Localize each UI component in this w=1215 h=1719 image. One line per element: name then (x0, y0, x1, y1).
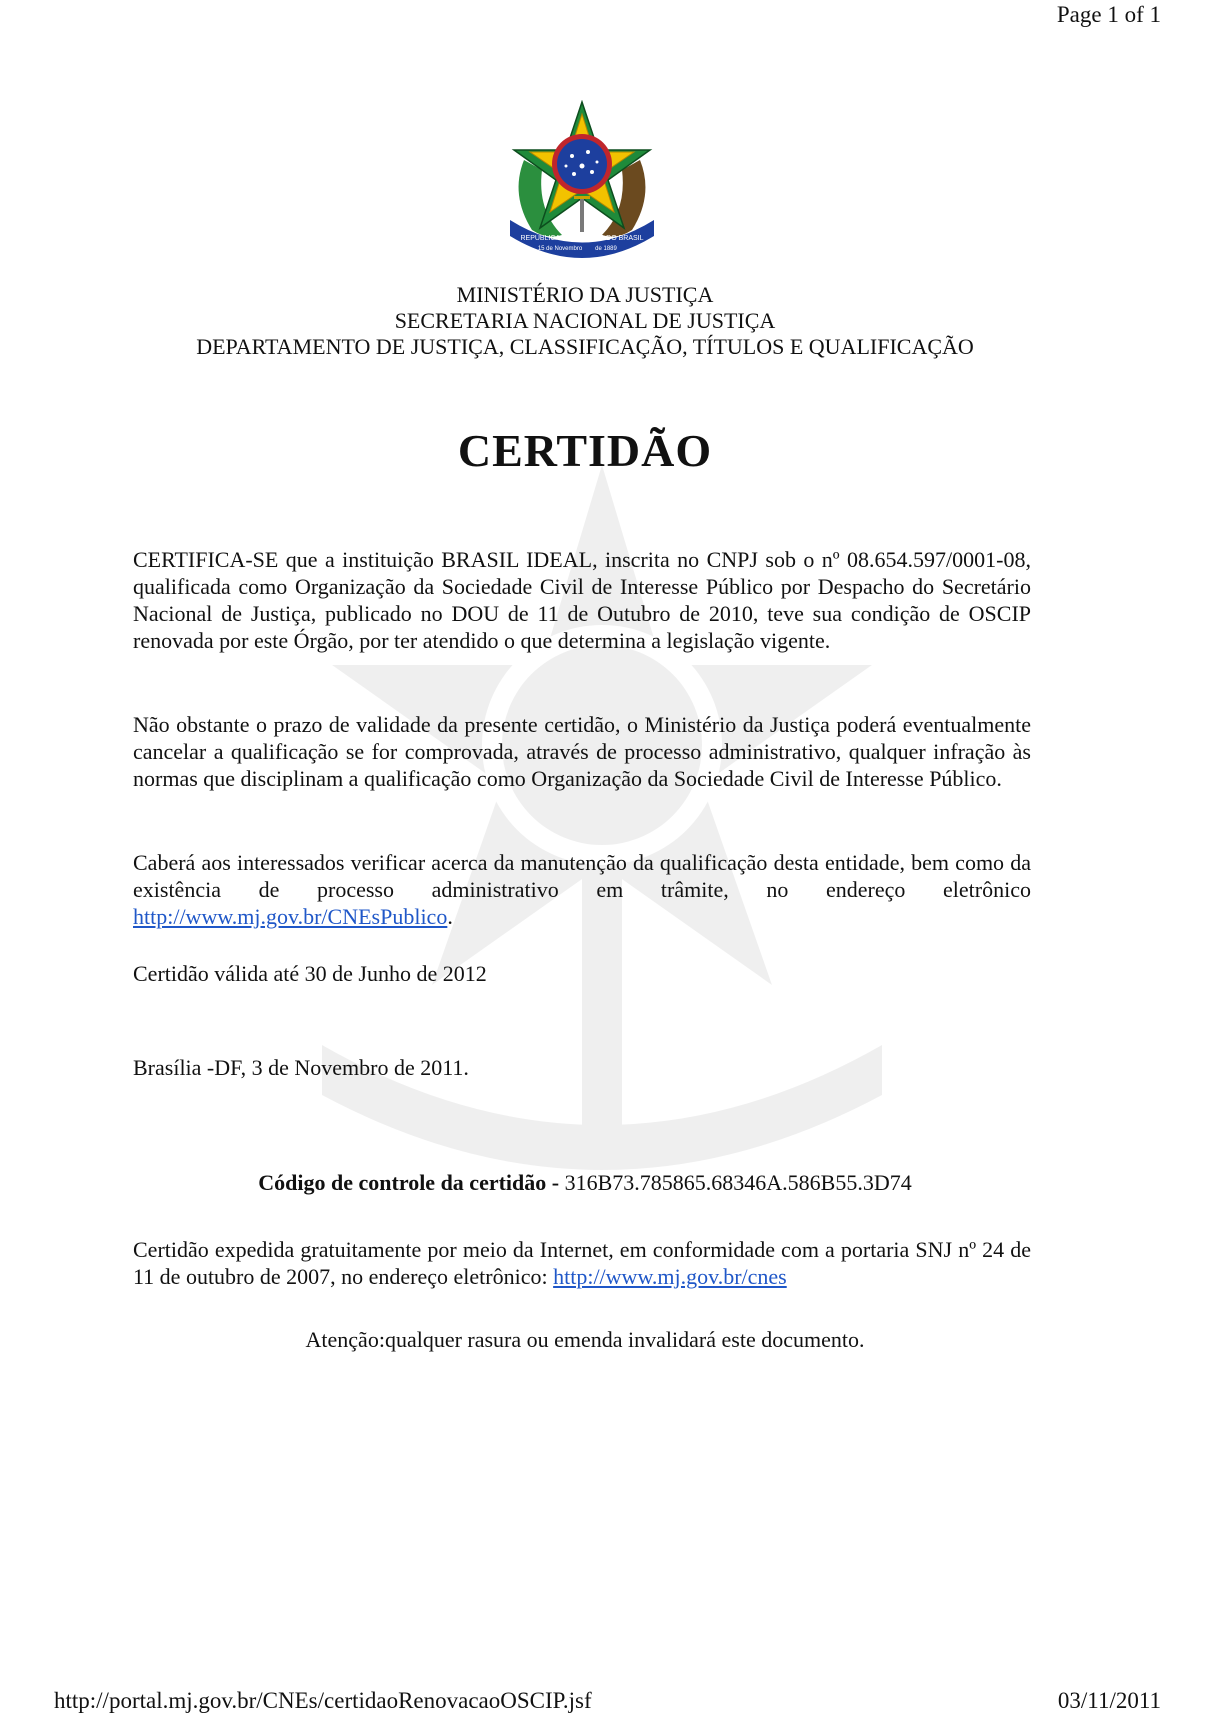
footer-date: 03/11/2011 (1057, 1688, 1161, 1713)
ministry-name: MINISTÉRIO DA JUSTIÇA (456, 282, 714, 307)
issuer-header (0, 282, 1170, 360)
control-code-line (0, 1170, 1170, 1196)
place-date-line: Brasília -DF, 3 de Novembro de 2011. (133, 1055, 469, 1080)
verification-suffix: . (447, 904, 453, 929)
cancellation-paragraph (133, 711, 1031, 792)
department-name: DEPARTAMENTO DE JUSTIÇA, CLASSIFICAÇÃO, TÍTULOS E QUALIFICAÇÃO (196, 334, 974, 359)
footer-url: http://portal.mj.gov.br/CNEs/certidaoRenovacaoOSCIP.jsf (54, 1688, 592, 1713)
control-code-label: Código de controle da certidão - (258, 1170, 565, 1195)
validity-line: Certidão válida até 30 de Junho de 2012 (133, 961, 487, 986)
issuance-paragraph (133, 1236, 1031, 1290)
svg-text:REPÚBLICA FEDERATIVA DO BRASIL: REPÚBLICA FEDERATIVA DO BRASIL (520, 235, 644, 242)
page-label: Page 1 of 1 (1056, 2, 1161, 27)
attention-notice: Atenção:qualquer rasura ou emenda invalidará este documento. (305, 1327, 865, 1352)
cnes-link[interactable]: http://www.mj.gov.br/cnes (553, 1264, 787, 1289)
issuance-block (133, 1236, 1031, 1290)
svg-text:de 1889: de 1889 (595, 246, 617, 252)
cancellation-text: Não obstante o prazo de validade da presente certidão, o Ministério da Justiça poderá eventualmente cancelar a qualificação se for comprovada, através de processo administrativo, qualquer infração às normas que disciplinam a qualificação como Organização da Sociedade Civil de Interesse Público. (133, 712, 1031, 791)
verification-paragraph (133, 849, 1031, 930)
control-code-value: 316B73.785865.68346A.586B55.3D74 (564, 1170, 912, 1195)
brazil-coat-of-arms-icon (502, 100, 662, 262)
issuance-text: Certidão expedida gratuitamente por meio da Internet, em conformidade com a portaria SNJ nº 24 de 11 de outubro de 2007, no endereço eletrônico: (133, 1237, 1031, 1289)
verification-text: Caberá aos interessados verificar acerca da manutenção da qualificação desta entidade, bem como da existência de processo administrativo em trâmite, no endereço eletrônico (133, 850, 1031, 902)
certification-text: CERTIFICA-SE que a instituição BRASIL IDEAL, inscrita no CNPJ sob o nº 08.654.597/0001-08, qualificada como Organização da Sociedade Civil de Interesse Público por Despacho do Secretário Nacional de Justiça, publicado no DOU de 11 de Outubro de 2010, teve sua condição de OSCIP renovada por este Órgão, por ter atendido o que determina a legislação vigente. (133, 547, 1031, 653)
document-title: CERTIDÃO (457, 425, 713, 476)
certification-paragraph (133, 546, 1031, 654)
secretariat-name: SECRETARIA NACIONAL DE JUSTIÇA (394, 308, 776, 333)
verification-block (133, 849, 1031, 930)
svg-text:15 de Novembro: 15 de Novembro (537, 246, 583, 252)
cnes-publico-link[interactable]: http://www.mj.gov.br/CNEsPublico (133, 904, 448, 929)
